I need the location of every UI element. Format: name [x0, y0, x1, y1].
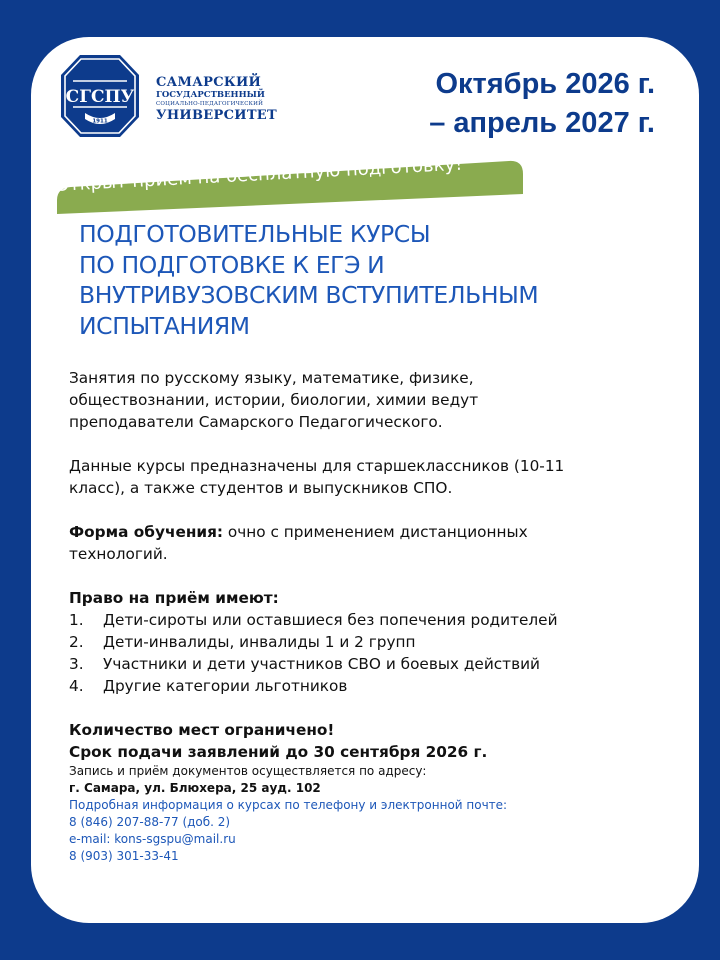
logo-year: 1911	[92, 118, 108, 125]
university-name-line3: УНИВЕРСИТЕТ	[156, 108, 277, 123]
address-intro: Запись и приём документов осуществляется по адресу:	[69, 764, 427, 778]
intro-line1: Занятия по русскому языку, математике, физике,	[69, 369, 474, 387]
contact-phone-1: 8 (846) 207-88-77 (доб. 2)	[69, 815, 231, 829]
university-name-line2b: СОЦИАЛЬНО-ПЕДАГОГИЧЕСКИЙ	[156, 100, 264, 107]
university-logo	[59, 53, 141, 139]
list-item-number: 1.	[69, 611, 84, 629]
list-item	[69, 675, 679, 697]
list-item-number: 2.	[69, 633, 84, 651]
eligibility-list	[69, 609, 679, 697]
contacts-intro: Подробная информация о курсах по телефону и электронной почте:	[69, 798, 508, 812]
page-title-line1: ПОДГОТОВИТЕЛЬНЫЕ КУРСЫ	[79, 220, 431, 248]
address-value: г. Самара, ул. Блюхера, 25 ауд. 102	[69, 781, 321, 795]
intro-line3: преподаватели Самарского Педагогического.	[69, 413, 443, 431]
university-name-line2: ГОСУДАРСТВЕННЫЙ	[156, 90, 265, 100]
study-form-text1: очно с применением дистанционных	[223, 523, 528, 541]
audience-line2: класс), а также студентов и выпускников СПО.	[69, 479, 453, 497]
intro-line2: обществознании, истории, биологии, химии ведут	[69, 391, 479, 409]
eligibility-heading: Право на приём имеют:	[69, 589, 279, 607]
notice-limited-places: Количество мест ограничено!	[69, 721, 335, 739]
audience-line1: Данные курсы предназначены для старшеклассников (10-11	[69, 457, 565, 475]
notice-deadline: Срок подачи заявлений до 30 сентября 2026 г.	[69, 743, 488, 761]
list-item-number: 3.	[69, 655, 84, 673]
page-title-line4: ИСПЫТАНИЯМ	[79, 311, 250, 340]
course-period-start: Октябрь 2026 г.	[435, 68, 655, 100]
list-item-text: Дети-сироты или оставшиеся без попечения родителей	[103, 611, 558, 629]
logo-abbr: СГСПУ	[65, 87, 135, 107]
university-name-line1: САМАРСКИЙ	[156, 75, 262, 90]
study-form-label: Форма обучения:	[69, 523, 224, 541]
promo-ribbon-text: Открыт приём на бесплатную подготовку!	[54, 153, 463, 196]
university-emblem-icon	[59, 53, 141, 139]
list-item-number: 4.	[69, 677, 84, 695]
list-item	[69, 653, 679, 675]
contact-phone-2: 8 (903) 301-33-41	[69, 849, 179, 863]
page-title-line3: ВНУТРИВУЗОВСКИМ ВСТУПИТЕЛЬНЫМ	[79, 281, 539, 309]
flyer-content	[69, 367, 679, 865]
study-form	[69, 521, 679, 543]
flyer-card	[31, 37, 699, 923]
study-form-text2: технологий.	[69, 545, 168, 563]
course-period	[429, 65, 655, 143]
contact-email: e-mail: kons-sgspu@mail.ru	[69, 832, 236, 846]
list-item-text: Дети-инвалиды, инвалиды 1 и 2 групп	[103, 633, 416, 651]
course-period-end: – апрель 2027 г.	[429, 107, 655, 139]
list-item-text: Участники и дети участников СВО и боевых действий	[103, 655, 540, 673]
page-title	[79, 219, 538, 341]
page-title-line2: ПО ПОДГОТОВКЕ К ЕГЭ И	[79, 250, 385, 279]
list-item	[69, 609, 679, 631]
list-item	[69, 631, 679, 653]
list-item-text: Другие категории льготников	[103, 677, 348, 695]
university-name	[156, 76, 277, 122]
